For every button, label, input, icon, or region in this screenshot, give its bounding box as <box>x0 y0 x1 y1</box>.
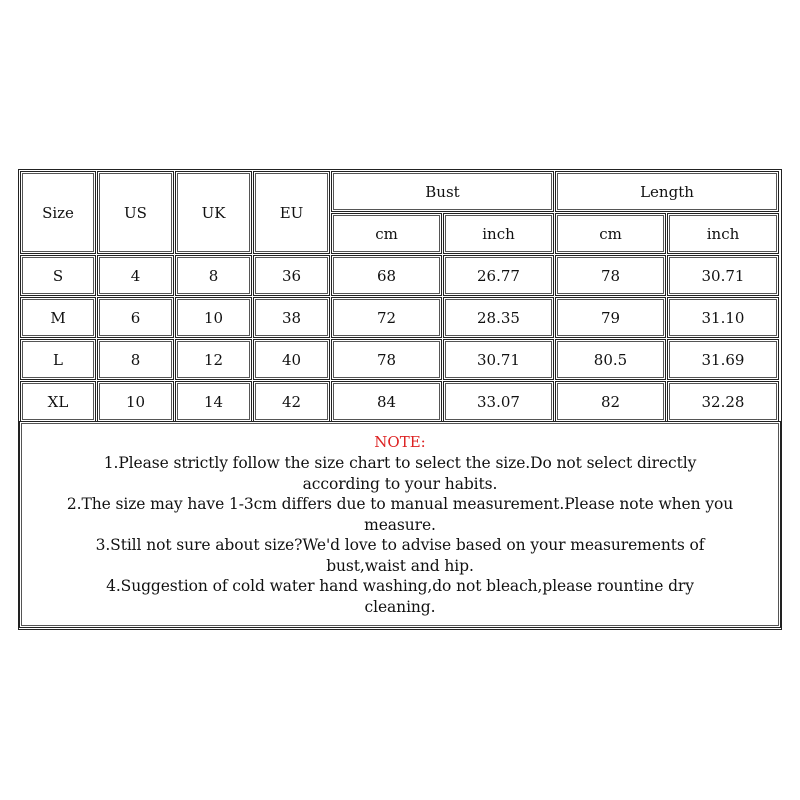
cell-uk: 10 <box>175 297 252 338</box>
cell-length-cm: 80.5 <box>555 339 666 380</box>
cell-length-inch: 31.69 <box>667 339 779 380</box>
header-length-cm: cm <box>555 213 666 254</box>
cell-bust-cm: 78 <box>331 339 442 380</box>
note-line: 1.Please strictly follow the size chart to select the size.Do not select directly <box>103 454 697 472</box>
note-line: bust,waist and hip. <box>326 556 474 575</box>
cell-eu: 40 <box>253 339 330 380</box>
cell-length-cm: 78 <box>555 255 666 296</box>
header-length: Length <box>555 171 779 212</box>
cell-uk: 12 <box>175 339 252 380</box>
cell-bust-inch: 30.71 <box>443 339 554 380</box>
cell-bust-cm: 68 <box>331 255 442 296</box>
cell-length-cm: 79 <box>555 297 666 338</box>
note-line: 4.Suggestion of cold water hand washing,do not bleach,please rountine dry <box>106 577 694 595</box>
cell-uk: 8 <box>175 255 252 296</box>
header-bust-cm: cm <box>331 213 442 254</box>
cell-us: 4 <box>97 255 174 296</box>
cell-eu: 36 <box>253 255 330 296</box>
header-length-inch: inch <box>667 213 779 254</box>
cell-size: XL <box>20 381 96 422</box>
note-line: according to your habits. <box>302 474 498 493</box>
cell-bust-inch: 26.77 <box>443 255 554 296</box>
note-line: 3.Still not sure about size?We'd love to advise based on your measurements of <box>95 536 705 554</box>
cell-length-inch: 30.71 <box>667 255 779 296</box>
cell-eu: 42 <box>253 381 330 422</box>
cell-size: L <box>20 339 96 380</box>
header-uk: UK <box>175 171 252 254</box>
header-bust-inch: inch <box>443 213 554 254</box>
header-size: Size <box>20 171 96 254</box>
cell-us: 10 <box>97 381 174 422</box>
note-line: cleaning. <box>364 597 436 616</box>
cell-length-inch: 32.28 <box>667 381 779 422</box>
header-eu: EU <box>253 171 330 254</box>
note-title: NOTE: <box>374 433 426 451</box>
note-box <box>19 421 781 628</box>
cell-bust-cm: 84 <box>331 381 442 422</box>
cell-size: S <box>20 255 96 296</box>
cell-eu: 38 <box>253 297 330 338</box>
cell-length-inch: 31.10 <box>667 297 779 338</box>
cell-us: 8 <box>97 339 174 380</box>
cell-size: M <box>20 297 96 338</box>
cell-length-cm: 82 <box>555 381 666 422</box>
cell-uk: 14 <box>175 381 252 422</box>
cell-bust-inch: 28.35 <box>443 297 554 338</box>
header-us: US <box>97 171 174 254</box>
header-bust: Bust <box>331 171 554 212</box>
note-line: 2.The size may have 1-3cm differs due to manual measurement.Please note when you <box>66 495 734 513</box>
cell-us: 6 <box>97 297 174 338</box>
cell-bust-inch: 33.07 <box>443 381 554 422</box>
cell-bust-cm: 72 <box>331 297 442 338</box>
note-line: measure. <box>364 515 436 534</box>
